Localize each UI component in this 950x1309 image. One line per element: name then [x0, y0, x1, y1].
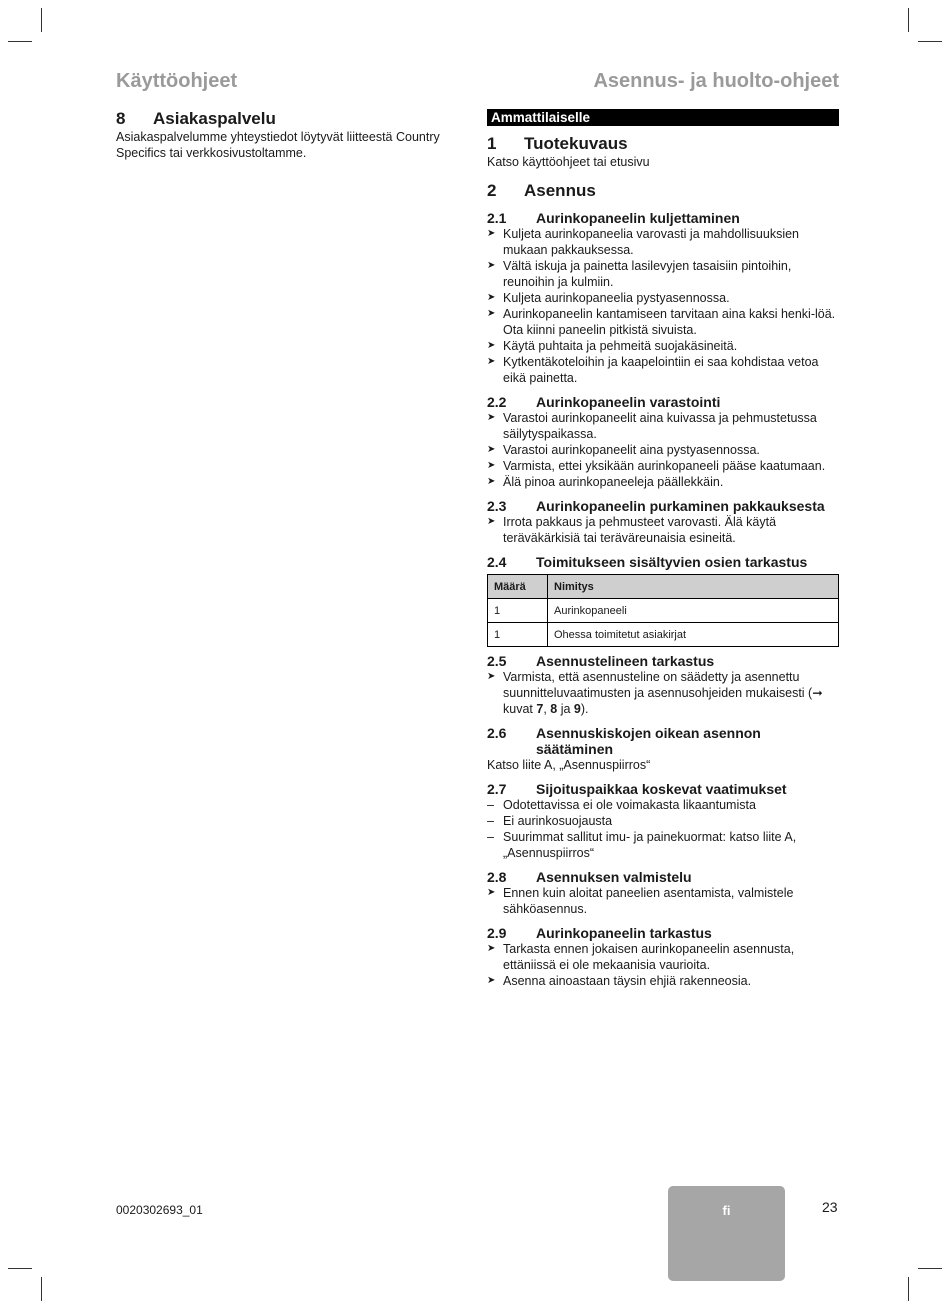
list-item [487, 669, 839, 717]
subsection-heading [487, 653, 839, 669]
list-item [487, 458, 839, 474]
subsection-title: Sijoituspaikkaa koskevat vaatimukset [536, 781, 787, 797]
reference-separator: , [543, 702, 551, 716]
list-item-text: Vältä iskuja ja painetta lasilevyjen tasaisiin pintoihin, reunoihin ja kulmiin. [503, 259, 792, 289]
bullet-arrow-icon: ➤ [487, 228, 496, 239]
list-item [487, 813, 839, 829]
list-item [487, 354, 839, 386]
subsection-title: Toimitukseen sisältyvien osien tarkastus [536, 554, 808, 570]
bullet-arrow-icon: ➤ [487, 460, 496, 471]
bullet-arrow-icon: ➤ [487, 943, 496, 954]
table-header-cell: Nimitys [548, 575, 839, 599]
crop-mark [918, 41, 942, 42]
list-item-text: Aurinkopaneelin kantamiseen tarvitaan aina kaksi henki-löä. Ota kiinni paneelin pitkistä sivuista. [503, 307, 836, 337]
subsection-title: Asennustelineen tarkastus [536, 653, 715, 669]
subsection-title: Asennuksen valmistelu [536, 869, 692, 885]
subsection-number: 2.4 [487, 554, 507, 570]
list-item [487, 306, 839, 338]
list-item-text: Tarkasta ennen jokaisen aurinkopaneelin asennusta, ettäniissä ei ole mekaanisia vaurioita. [503, 942, 795, 972]
reference-text: kuvat [503, 702, 537, 716]
section-text: Katso käyttöohjeet tai etusivu [487, 155, 650, 169]
bullet-arrow-icon: ➤ [487, 340, 496, 351]
bullet-list [487, 226, 839, 386]
language-tab: fi [668, 1186, 785, 1281]
bullet-arrow-icon: ➤ [487, 308, 496, 319]
list-item-text: Kytkentäkoteloihin ja kaapelointiin ei saa kohdistaa vetoa eikä painetta. [503, 355, 819, 385]
list-item-text: Suurimmat sallitut imu- ja painekuormat: katso liite A, „Asennuspiirros“ [503, 830, 797, 860]
list-item-text: Älä pinoa aurinkopaneeleja päällekkäin. [503, 475, 724, 489]
list-item-text: Kuljeta aurinkopaneelia varovasti ja mahdollisuuksien mukaan pakkauksessa. [503, 227, 800, 257]
list-item [487, 258, 839, 290]
subsection-heading [487, 498, 839, 514]
dash-marker: – [487, 814, 494, 828]
list-item-text: Varmista, että asennusteline on säädetty ja asennettu suunnitteluvaatimusten ja asennusohjeiden mukaisesti ( [503, 670, 813, 700]
dash-marker: – [487, 830, 494, 844]
crop-mark [908, 8, 909, 32]
bullet-list [487, 514, 839, 546]
section-heading [116, 109, 461, 129]
subsection-number: 2.3 [487, 498, 507, 514]
table-row [488, 623, 839, 647]
table-row [488, 599, 839, 623]
bullet-arrow-icon: ➤ [487, 887, 496, 898]
list-item-text: Varastoi aurinkopaneelit aina pystyasennossa. [503, 443, 760, 457]
bullet-arrow-icon: ➤ [487, 356, 496, 367]
list-item-text: Ei aurinkosuojausta [503, 814, 613, 828]
bullet-arrow-icon: ➤ [487, 260, 496, 271]
crop-mark [41, 1277, 42, 1301]
table-header-row [488, 575, 839, 599]
figure-reference: 9 [573, 702, 581, 716]
reference-end: ). [580, 702, 589, 716]
document-number: 0020302693_01 [116, 1203, 203, 1217]
figure-reference: 8 [550, 702, 558, 716]
subsection-title: Asennuskiskojen oikean asennon säätäminen [536, 725, 761, 757]
bullet-arrow-icon: ➤ [487, 444, 496, 455]
section-text: Katso liite A, „Asennuspiirros“ [487, 758, 651, 772]
audience-banner: Ammattilaiselle [487, 109, 839, 126]
section-number: 8 [116, 109, 126, 128]
bullet-arrow-icon: ➤ [487, 476, 496, 487]
table-header-cell: Määrä [488, 575, 548, 599]
bullet-arrow-icon: ➤ [487, 975, 496, 986]
crop-mark [8, 1268, 32, 1269]
table-cell: Ohessa toimitetut asiakirjat [548, 623, 839, 647]
list-item [487, 514, 839, 546]
section-title: Tuotekuvaus [524, 134, 628, 153]
bullet-list [487, 885, 839, 917]
subsection-heading [487, 925, 839, 941]
subsection-number: 2.1 [487, 210, 507, 226]
subsection-heading [487, 869, 839, 885]
bullet-arrow-icon: ➤ [487, 292, 496, 303]
section-heading [487, 134, 839, 154]
right-column [487, 109, 839, 989]
bullet-list [487, 669, 839, 717]
subsection-title: Aurinkopaneelin kuljettaminen [536, 210, 740, 226]
section-title: Asiakaspalvelu [153, 109, 276, 128]
list-item-text: Odotettavissa ei ole voimakasta likaantumista [503, 798, 756, 812]
crop-mark [41, 8, 42, 32]
figure-reference: 7 [536, 702, 544, 716]
list-item [487, 941, 839, 973]
delivery-contents-table [487, 574, 839, 647]
subsection-number: 2.8 [487, 869, 507, 885]
list-item-text: Ennen kuin aloitat paneelien asentamista, valmistele sähköasennus. [503, 886, 794, 916]
subsection-number: 2.5 [487, 653, 507, 669]
header-left-title: Käyttöohjeet [116, 70, 238, 92]
list-item-text: Varmista, ettei yksikään aurinkopaneeli pääse kaatumaan. [503, 459, 826, 473]
subsection-number: 2.9 [487, 925, 507, 941]
list-item-text: Kuljeta aurinkopaneelia pystyasennossa. [503, 291, 730, 305]
section-number: 1 [487, 134, 497, 153]
list-item-text: Käytä puhtaita ja pehmeitä suojakäsineitä. [503, 339, 738, 353]
section-title: Asennus [524, 181, 596, 200]
crop-mark [8, 41, 32, 42]
bullet-arrow-icon: ➤ [487, 671, 496, 682]
list-item [487, 442, 839, 458]
section-heading [487, 181, 839, 201]
section-number: 2 [487, 181, 497, 200]
list-item [487, 829, 839, 861]
table-cell: 1 [488, 623, 548, 647]
subsection-heading [487, 394, 839, 410]
left-column [116, 109, 461, 161]
table-cell: 1 [488, 599, 548, 623]
bullet-list [487, 410, 839, 490]
bullet-list [487, 941, 839, 989]
list-item-text: Asenna ainoastaan täysin ehjiä rakenneosia. [503, 974, 752, 988]
reference-separator: ja [557, 702, 574, 716]
subsection-title: Aurinkopaneelin purkaminen pakkauksesta [536, 498, 825, 514]
list-item [487, 474, 839, 490]
subsection-heading [487, 725, 839, 757]
reference-arrow-icon: ➞ [812, 686, 823, 700]
list-item [487, 338, 839, 354]
list-item [487, 290, 839, 306]
list-item [487, 973, 839, 989]
list-item [487, 226, 839, 258]
list-item-text: Varastoi aurinkopaneelit aina kuivassa ja pehmustetussa säilytyspaikassa. [503, 411, 817, 441]
crop-mark [908, 1277, 909, 1301]
table-cell: Aurinkopaneeli [548, 599, 839, 623]
dash-marker: – [487, 798, 494, 812]
subsection-title: Aurinkopaneelin tarkastus [536, 925, 712, 941]
list-item [487, 797, 839, 813]
subsection-heading [487, 554, 839, 570]
bullet-arrow-icon: ➤ [487, 412, 496, 423]
subsection-title: Aurinkopaneelin varastointi [536, 394, 721, 410]
list-item [487, 410, 839, 442]
subsection-heading [487, 781, 839, 797]
subsection-heading [487, 210, 839, 226]
customer-service-text: Asiakaspalvelumme yhteystiedot löytyvät liitteestä Country Specifics tai verkkosivustoltamme. [116, 130, 440, 160]
list-item [487, 885, 839, 917]
page-number: 23 [822, 1199, 838, 1215]
header-right-title: Asennus- ja huolto-ohjeet [593, 70, 839, 92]
crop-mark [918, 1268, 942, 1269]
bullet-arrow-icon: ➤ [487, 516, 496, 527]
subsection-number: 2.6 [487, 725, 507, 741]
subsection-number: 2.7 [487, 781, 507, 797]
list-item-text: Irrota pakkaus ja pehmusteet varovasti. Älä käytä teräväkärkisiä tai teräväreunaisia esineitä. [503, 515, 777, 545]
dash-list [487, 797, 839, 861]
subsection-number: 2.2 [487, 394, 507, 410]
